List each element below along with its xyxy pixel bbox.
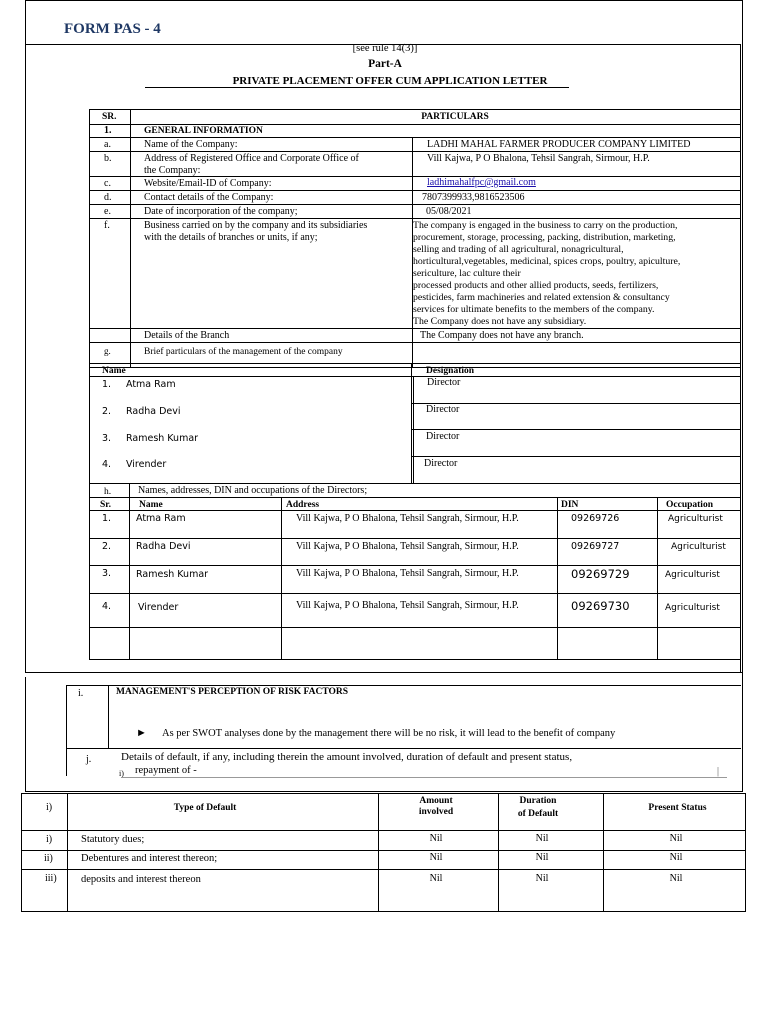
dir-hline-4 bbox=[89, 627, 741, 628]
dir-row-din: 09269729 bbox=[571, 567, 630, 581]
t1-hline-5 bbox=[89, 190, 741, 191]
dt-row-type: deposits and interest thereon bbox=[81, 874, 201, 885]
business-line: processed products and other allied products, seeds, fertilizers, bbox=[413, 280, 659, 291]
mgmt-col-designation: Designation bbox=[426, 366, 475, 376]
dir-din-divider bbox=[657, 497, 658, 659]
t1-hline-6 bbox=[89, 204, 741, 205]
mgmt-row-no: 4. bbox=[102, 459, 112, 470]
t1-row-label: GENERAL INFORMATION bbox=[144, 126, 263, 136]
dir-row-din: 09269727 bbox=[571, 541, 620, 552]
dt-hline-2 bbox=[21, 869, 746, 870]
t1-row-value: LADHI MAHAL FARMER PRODUCER COMPANY LIMITED bbox=[427, 139, 691, 150]
dt-duration-divider bbox=[603, 793, 604, 912]
dir-row-address: Vill Kajwa, P O Bhalona, Tehsil Sangrah, Sirmour, H.P. bbox=[296, 568, 519, 579]
text-cursor: | bbox=[717, 766, 720, 777]
dir-col-name: Name bbox=[139, 500, 163, 510]
mgmt-hline-head bbox=[89, 376, 741, 377]
company-email-link[interactable]: ladhimahalfpc@gmail.com bbox=[427, 177, 536, 188]
default-underline bbox=[121, 777, 727, 778]
dir-col-occupation: Occupation bbox=[666, 500, 713, 510]
mgmt-hline-2 bbox=[411, 429, 741, 430]
t1-row-value: Vill Kajwa, P O Bhalona, Tehsil Sangrah, Sirmour, H.P. bbox=[427, 153, 650, 164]
dt-row-amount: Nil bbox=[429, 833, 443, 844]
dt-row-sr: i) bbox=[46, 834, 53, 845]
t1-row-sr: a. bbox=[104, 139, 111, 150]
t1-row-label: Business carried on by the company and its subsidiaries with the details of branches or units, if any; bbox=[144, 220, 368, 243]
risk-outer-bottom bbox=[25, 791, 743, 792]
dir-row-occupation: Agriculturist bbox=[665, 570, 720, 580]
mgmt-row-designation: Director bbox=[426, 431, 460, 442]
t1-row-sr: b. bbox=[104, 153, 112, 164]
dir-row-address: Vill Kajwa, P O Bhalona, Tehsil Sangrah, Sirmour, H.P. bbox=[296, 541, 519, 552]
risk-sr-divider bbox=[108, 685, 109, 749]
t1-hline-3 bbox=[89, 151, 741, 152]
dt-row-amount: Nil bbox=[429, 852, 443, 863]
dir-row-name: Atma Ram bbox=[136, 513, 186, 524]
default-sub-text: repayment of - bbox=[135, 765, 197, 776]
business-line: sericulture, lac culture their bbox=[413, 268, 521, 279]
dir-hline-3 bbox=[89, 593, 741, 594]
mgmt-hline-top bbox=[89, 367, 741, 368]
dt-col-duration: Duration bbox=[519, 796, 557, 806]
dt-row-duration: Nil bbox=[535, 833, 549, 844]
mgmt-left bbox=[89, 367, 90, 483]
business-line: procurement, storage, processing, packing, distribution, marketing, bbox=[413, 232, 676, 243]
t1-row-sr: d. bbox=[104, 192, 112, 203]
risk-title: MANAGEMENT'S PERCEPTION OF RISK FACTORS bbox=[116, 687, 349, 697]
dt-row-sr: iii) bbox=[45, 873, 57, 884]
dir-row-address: Vill Kajwa, P O Bhalona, Tehsil Sangrah, Sirmour, H.P. bbox=[296, 600, 519, 611]
t1-row-sr: e. bbox=[104, 206, 111, 217]
frame-inner-right-line bbox=[740, 44, 741, 672]
risk-outer-left bbox=[25, 677, 26, 791]
dt-col-status: Present Status bbox=[648, 803, 707, 813]
default-sr: j. bbox=[86, 754, 92, 765]
default-sub-sr: i) bbox=[119, 769, 124, 778]
dir-row-occupation: Agriculturist bbox=[668, 514, 723, 524]
frame-right-line bbox=[742, 0, 743, 792]
branch-value: The Company does not have any branch. bbox=[420, 330, 584, 341]
dt-row-amount: Nil bbox=[429, 873, 443, 884]
dir-row-no: 3. bbox=[102, 568, 112, 579]
mgmt-divider-2 bbox=[413, 376, 414, 483]
t1-hline-top bbox=[89, 109, 741, 110]
business-description bbox=[413, 220, 739, 328]
t1-hline-7 bbox=[89, 218, 741, 219]
t1-row-label: Address of Registered Office and Corporate Office of the Company: bbox=[144, 153, 359, 176]
t1-row-sr: f. bbox=[104, 220, 110, 231]
business-line: The company is engaged in the business to carry on the production, bbox=[413, 220, 678, 231]
dir-row-din: 09269730 bbox=[571, 599, 630, 613]
part-label: Part-A bbox=[368, 58, 402, 70]
dir-row-name: Radha Devi bbox=[136, 541, 191, 552]
default-text: Details of default, if any, including therein the amount involved, duration of default and present status, bbox=[121, 751, 573, 763]
mgmt-row-no: 1. bbox=[102, 379, 112, 390]
branch-label: Details of the Branch bbox=[144, 330, 230, 341]
mgmt-row-designation: Director bbox=[427, 377, 461, 388]
dir-col-sr: Sr. bbox=[100, 500, 112, 510]
t1-row-label: Contact details of the Company: bbox=[144, 192, 274, 203]
t1-row-label: Brief particulars of the management of the company bbox=[144, 347, 343, 357]
dir-left bbox=[89, 483, 90, 659]
dt-row-sr: ii) bbox=[44, 853, 53, 864]
business-line: horticultural,vegetables, medicinal, spices crops, poultry, apiculture, bbox=[413, 256, 681, 267]
dt-row-type: Debentures and interest thereon; bbox=[81, 853, 218, 864]
dir-name-divider bbox=[281, 497, 282, 659]
t1-row-value: 05/08/2021 bbox=[426, 206, 472, 217]
dt-sr-divider bbox=[67, 793, 68, 912]
dt-row-type: Statutory dues; bbox=[81, 834, 145, 845]
dir-h-label: Names, addresses, DIN and occupations of the Directors; bbox=[138, 485, 368, 496]
mgmt-hline-3 bbox=[411, 456, 741, 457]
business-line: selling and trading of all agricultural, nonagricultural, bbox=[413, 244, 624, 255]
dir-row-address: Vill Kajwa, P O Bhalona, Tehsil Sangrah, Sirmour, H.P. bbox=[296, 513, 519, 524]
t1-hline-8 bbox=[89, 328, 741, 329]
risk-hline-mid bbox=[66, 748, 741, 749]
business-line: pesticides, farm machineries and related extension & consultancy bbox=[413, 292, 670, 303]
risk-bullet: ► bbox=[136, 727, 147, 739]
dt-row-status: Nil bbox=[669, 873, 683, 884]
t1-hline-2 bbox=[89, 137, 741, 138]
dt-row-status: Nil bbox=[669, 833, 683, 844]
t1-row-label: Website/Email-ID of Company: bbox=[144, 178, 272, 189]
dt-col-type: Type of Default bbox=[173, 803, 237, 813]
dir-h-sr: h. bbox=[104, 487, 112, 497]
dir-hline-1 bbox=[89, 538, 741, 539]
t1-hline-9 bbox=[89, 342, 741, 343]
business-line: services for ultimate benefits to the members of the company. bbox=[413, 304, 655, 315]
mgmt-row-name: Atma Ram bbox=[126, 379, 176, 390]
title-underline bbox=[145, 87, 569, 88]
form-label: FORM PAS - 4 bbox=[64, 21, 161, 37]
business-line: The Company does not have any subsidiary. bbox=[413, 316, 587, 327]
frame-left-line bbox=[25, 0, 26, 672]
dir-hline-2 bbox=[89, 565, 741, 566]
dir-row-no: 4. bbox=[102, 601, 112, 612]
dt-hline-1 bbox=[21, 850, 746, 851]
mgmt-row-name: Ramesh Kumar bbox=[126, 433, 199, 444]
dir-hline-head bbox=[89, 510, 741, 511]
mgmt-row-name: Virender bbox=[126, 459, 167, 470]
dir-col-address: Address bbox=[286, 500, 320, 510]
mgmt-row-name: Radha Devi bbox=[126, 406, 181, 417]
risk-sr: i. bbox=[78, 688, 84, 699]
t1-row-sr: 1. bbox=[104, 125, 112, 136]
frame-bottom-line bbox=[25, 672, 743, 673]
dir-row-no: 1. bbox=[102, 513, 112, 524]
risk-text: As per SWOT analyses done by the management there will be no risk, it will lead to the benefit of company bbox=[162, 728, 616, 739]
mgmt-divider bbox=[411, 363, 412, 483]
dt-row-duration: Nil bbox=[535, 852, 549, 863]
t1-row-value: 7807399933,9816523506 bbox=[422, 192, 525, 203]
dt-col-amount-2: involved bbox=[418, 807, 454, 817]
dir-row-name: Ramesh Kumar bbox=[136, 569, 209, 580]
dir-col-din: DIN bbox=[561, 500, 579, 510]
mgmt-row-designation: Director bbox=[426, 404, 460, 415]
risk-left bbox=[66, 685, 67, 776]
mgmt-row-no: 2. bbox=[102, 406, 112, 417]
t1-col-sr: SR. bbox=[102, 112, 117, 122]
dir-hline-bottom bbox=[89, 659, 741, 660]
t1-row-label: Date of incorporation of the company; bbox=[144, 206, 298, 217]
mgmt-row-designation: Director bbox=[424, 458, 458, 469]
dir-address-divider bbox=[557, 497, 558, 659]
dt-col-sr: i) bbox=[46, 802, 53, 813]
mgmt-hline-bottom bbox=[89, 483, 741, 484]
dir-row-no: 2. bbox=[102, 541, 112, 552]
t1-row-label: Name of the Company: bbox=[144, 139, 238, 150]
frame-top-line bbox=[25, 0, 743, 1]
t1-row-sr: g. bbox=[104, 346, 111, 356]
dt-type-divider bbox=[378, 793, 379, 912]
dt-col-duration-2: of Default bbox=[517, 809, 559, 819]
dt-col-amount: Amount bbox=[419, 796, 453, 806]
dir-row-occupation: Agriculturist bbox=[665, 603, 720, 613]
dir-row-name: Virender bbox=[138, 602, 179, 613]
dt-hline-head bbox=[21, 830, 746, 831]
dt-row-status: Nil bbox=[669, 852, 683, 863]
mgmt-row-no: 3. bbox=[102, 433, 112, 444]
page-title: PRIVATE PLACEMENT OFFER CUM APPLICATION LETTER bbox=[232, 75, 548, 87]
t1-hline-10 bbox=[89, 363, 741, 364]
dt-row-duration: Nil bbox=[535, 873, 549, 884]
rule-reference: [see rule 14(3)] bbox=[352, 43, 418, 54]
t1-row-sr: c. bbox=[104, 178, 111, 189]
dir-row-occupation: Agriculturist bbox=[671, 542, 726, 552]
dt-amount-divider bbox=[498, 793, 499, 912]
dir-sr-divider bbox=[129, 483, 130, 659]
mgmt-col-name: Name bbox=[102, 366, 126, 376]
t1-col-particulars: PARTICULARS bbox=[421, 112, 489, 122]
dir-row-din: 09269726 bbox=[571, 513, 620, 524]
mgmt-hline-1 bbox=[411, 403, 741, 404]
dir-hline-top bbox=[89, 497, 741, 498]
